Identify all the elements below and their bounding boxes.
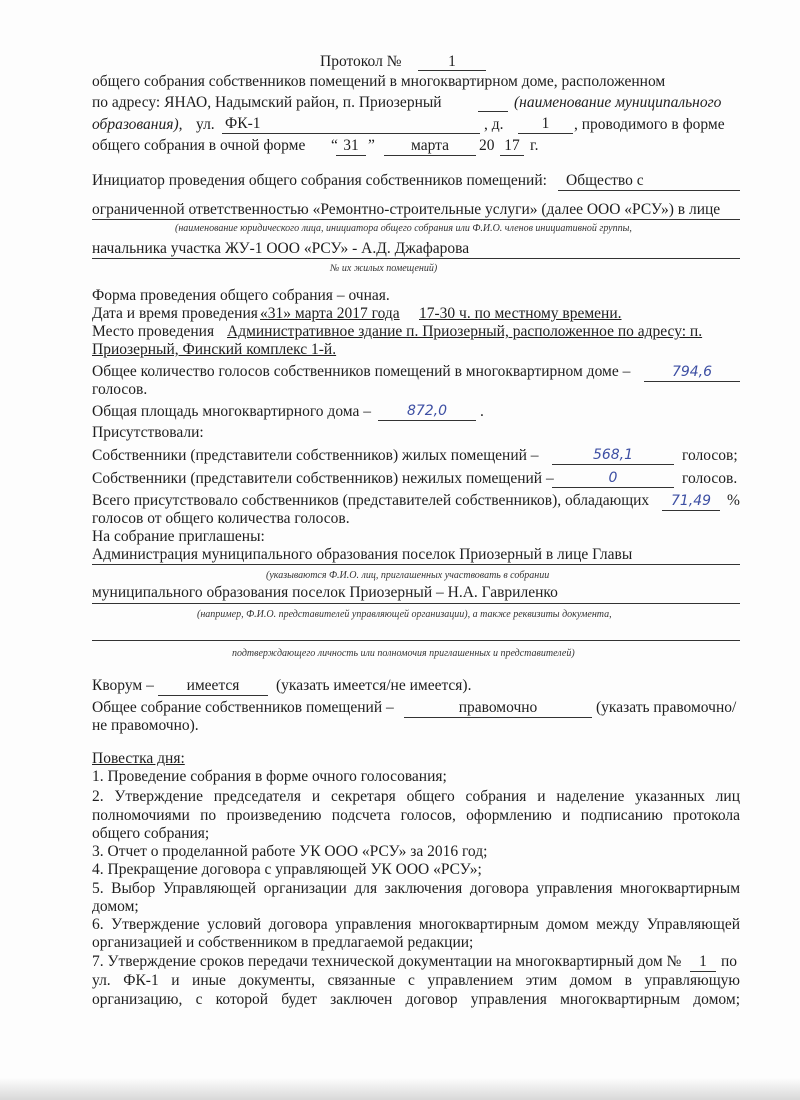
agenda-item5b: домом; <box>92 898 139 915</box>
date-label: Дата и время проведения <box>92 305 258 322</box>
place-value2: Приозерный, Финский комплекс 1-й. <box>92 341 337 358</box>
total-votes-label: Общее количество голосов собственников помещений в многоквартирном доме – <box>92 363 631 380</box>
protocol-number-line <box>418 70 486 71</box>
nonres-line <box>552 487 674 488</box>
invited-rule3 <box>92 640 740 641</box>
address-line <box>478 111 508 112</box>
residential-value: 568,1 <box>592 447 634 463</box>
time-value: 17-30 ч. по местному времени. <box>419 305 622 322</box>
year-value: 17 <box>504 137 520 154</box>
residential-line <box>552 464 674 465</box>
percent-sign: % <box>727 492 740 509</box>
initiator-note: (наименование юридического лица, инициатора общего собрания или Ф.И.О. членов инициативной группы, <box>175 223 632 234</box>
place-label: Место проведения <box>92 323 215 340</box>
competence-value: правомочно <box>458 699 538 716</box>
street-label: ул. <box>196 116 215 133</box>
invited-line1: Администрация муниципального образования поселок Приозерный в лице Главы <box>92 546 633 563</box>
quorum-line <box>158 695 268 696</box>
agenda-title: Повестка дня: <box>92 750 185 767</box>
agenda-item2b: полномочиями по произведению подсчета голосов, оформлению и подписанию протокола <box>92 807 740 824</box>
quote-open: “ <box>331 137 338 154</box>
competence-line <box>404 717 592 718</box>
address-note: (наименование муниципального <box>514 94 722 111</box>
agenda-item7-po: по <box>721 953 738 970</box>
line3-end: , проводимого в форме <box>574 116 725 133</box>
agenda-item6b: организацией и собственником в предлагаемой редакции; <box>92 934 474 951</box>
nonres-label: Собственники (представители собственников) нежилых помещений – <box>92 470 554 487</box>
invited-note1: (указываются Ф.И.О. лиц, приглашенных участвовать в собрании <box>266 570 550 581</box>
agenda-item6a: 6. Утверждение условий договора управления многоквартирным домом между Управляющей <box>92 916 740 933</box>
agenda-item7b: ул. ФК-1 и иные документы, связанные с управлением этим домом в управляющую <box>92 972 740 989</box>
residential-unit: голосов; <box>682 447 738 464</box>
year-prefix: 20 <box>479 137 495 154</box>
initiator-value2: ограниченной ответственностью «Ремонтно-строительные услуги» (далее ООО «РСУ») в лице <box>92 201 721 218</box>
initiator-label: Инициатор проведения общего собрания собственников помещений: <box>92 172 547 189</box>
invited-rule1 <box>92 564 740 565</box>
street-line <box>222 133 480 134</box>
competence-hint2: не правомочно). <box>92 717 199 734</box>
meeting-form: Форма проведения общего собрания – очная. <box>92 287 390 304</box>
address-label: по адресу: ЯНАО, Надымский район, п. Приозерный <box>92 94 442 111</box>
agenda-item4: 4. Прекращение договора с управляющей УК ООО «РСУ»; <box>92 861 482 878</box>
present-total-label: Всего присутствовало собственников (представителей собственников), обладающих <box>92 492 650 509</box>
invited-label: На собрание приглашены: <box>92 528 265 545</box>
street-value: ФК-1 <box>225 115 261 132</box>
present-label: Присутствовали: <box>92 424 204 441</box>
area-dot: . <box>480 403 484 420</box>
quorum-value: имеется <box>186 677 240 694</box>
month-line <box>384 155 476 156</box>
month-value: марта <box>411 137 449 154</box>
initiator-line3 <box>92 258 740 259</box>
agenda-item5a: 5. Выбор Управляющей организации для заключения договора управления многоквартирным <box>92 880 740 897</box>
initiator-line1 <box>558 190 740 191</box>
place-value1: Административное здание п. Приозерный, расположенное по адресу: п. <box>227 323 703 340</box>
year-suffix: г. <box>530 137 539 154</box>
protocol-number: 1 <box>448 53 456 70</box>
initiator-value1: Общество с <box>566 172 644 189</box>
line4: общего собрания в очной форме <box>92 137 306 154</box>
protocol-title: Протокол № <box>320 53 402 70</box>
day-value: 31 <box>343 137 359 154</box>
present-total-end: голосов от общего количества голосов. <box>92 510 350 527</box>
agenda-item2a: 2. Утверждение председателя и секретаря общего собрания и наделение указанных лиц <box>92 788 740 805</box>
invited-note2: (например, Ф.И.О. представителей управляющей организации), а также реквизиты документа, <box>197 609 612 620</box>
agenda-item7c: организацию, с которой будет заключен договор управления многоквартирным домом; <box>92 991 740 1008</box>
agenda-item3: 3. Отчет о проделанной работе УК ООО «РСУ» за 2016 год; <box>92 843 488 860</box>
initiator-note2: № их жилых помещений) <box>330 263 438 274</box>
agenda-item1: 1. Проведение собрания в форме очного голосования; <box>92 768 447 785</box>
competence-label: Общее собрание собственников помещений – <box>92 699 394 716</box>
agenda-item2c: общего собрания; <box>92 825 210 842</box>
house-line <box>518 133 573 134</box>
nonres-unit: голосов. <box>682 470 738 487</box>
invited-note3: подтверждающего личность или полномочия приглашенных и представителей) <box>232 648 575 659</box>
house-label: , д. <box>484 116 504 133</box>
day-line <box>336 155 366 156</box>
header-line1: общего собрания собственников помещений в многоквартирном доме, расположенном <box>92 73 666 90</box>
nonres-value: 0 <box>608 470 618 486</box>
initiator-value3: начальника участка ЖУ-1 ООО «РСУ» - А.Д. Джафарова <box>92 240 470 257</box>
year-line <box>500 155 524 156</box>
area-value: 872,0 <box>406 403 448 419</box>
invited-rule2 <box>92 603 740 604</box>
quorum-hint: (указать имеется/не имеется). <box>276 677 472 694</box>
mo-note: образования), <box>92 116 183 133</box>
present-percent-line <box>662 510 720 511</box>
scan-edge <box>0 1078 800 1100</box>
invited-line2: муниципального образования поселок Приозерный – Н.А. Гавриленко <box>92 584 558 601</box>
quote-close: ” <box>368 137 375 154</box>
residential-label: Собственники (представители собственников) жилых помещений – <box>92 447 539 464</box>
house-value: 1 <box>541 115 550 132</box>
area-label: Общая площадь многоквартирного дома – <box>92 403 371 420</box>
total-votes-value: 794,6 <box>671 364 713 380</box>
agenda-item7-number: 1 <box>699 953 707 970</box>
quorum-label: Кворум – <box>92 677 154 694</box>
agenda-item7a: 7. Утверждение сроков передачи технической документации на многоквартирный дом № <box>92 953 682 970</box>
area-line <box>378 420 476 421</box>
competence-hint: (указать правомочно/ <box>596 699 737 716</box>
total-votes-line <box>644 381 740 382</box>
date-value: «31» марта 2017 года <box>260 305 400 322</box>
present-percent: 71,49 <box>670 493 712 509</box>
total-votes-unit: голосов. <box>92 381 148 398</box>
